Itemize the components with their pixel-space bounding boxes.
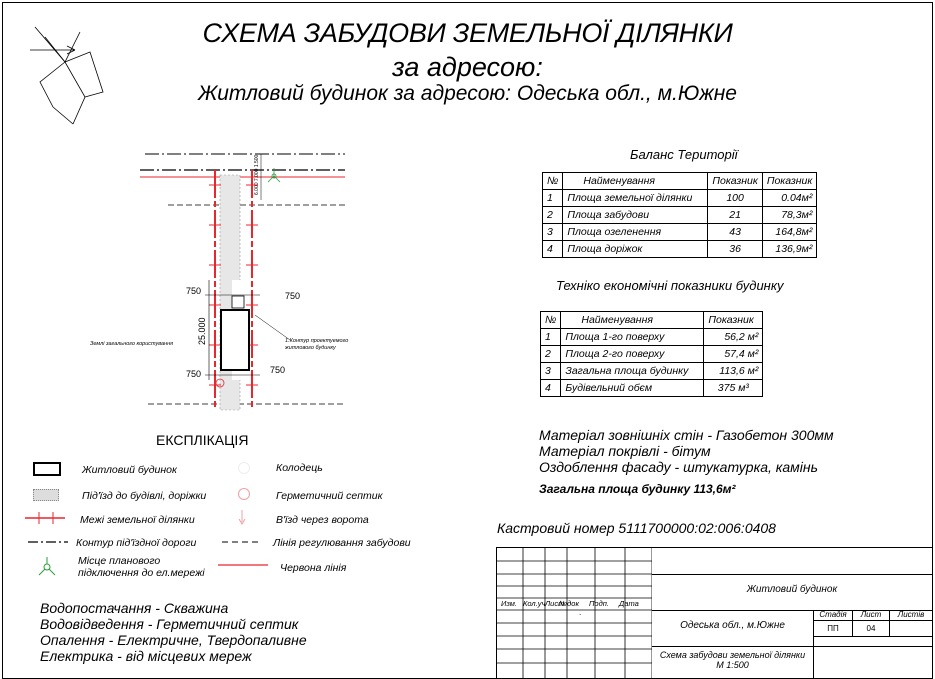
dim-750-top-left: 750 bbox=[186, 286, 202, 296]
table-cell: 4 bbox=[541, 380, 561, 397]
total-area: Загальна площа будинку 113,6м² bbox=[539, 482, 736, 496]
stamp-grid bbox=[497, 548, 652, 678]
utility-water: Водопостачання - Скважина bbox=[40, 600, 229, 616]
title-block bbox=[496, 547, 932, 678]
table-cell: 36 bbox=[708, 241, 762, 258]
utility-sewer: Водовідведення - Герметичний септик bbox=[40, 616, 299, 632]
table-cell: Площа 2-го поверху bbox=[561, 346, 704, 363]
stamp-col: Кол.уч bbox=[523, 599, 545, 608]
stamp-col: Дата bbox=[619, 599, 639, 608]
tep-table bbox=[540, 311, 763, 397]
utility-heating: Опалення - Електричне, Твердопаливне bbox=[40, 632, 307, 648]
title-line-1: СХЕМА ЗАБУДОВИ ЗЕМЕЛЬНОЇ ДІЛЯНКИ bbox=[202, 18, 733, 48]
site-plan bbox=[0, 140, 480, 440]
table-cell: Площа доріжок bbox=[563, 241, 708, 258]
street-dims: 6.000 7.000 1.500 bbox=[254, 154, 260, 195]
stamp-col: Подп. bbox=[589, 599, 609, 608]
table-row bbox=[541, 363, 763, 380]
dim-750-bottom-right: 750 bbox=[270, 365, 286, 375]
stamp-drawing-block bbox=[652, 650, 813, 670]
header-cell: Показник bbox=[762, 173, 816, 190]
table-cell: Площа 1-го поверху bbox=[561, 329, 704, 346]
table-cell: 113,6 м² bbox=[704, 363, 763, 380]
north-arrow-icon bbox=[25, 22, 105, 127]
stamp-columns bbox=[501, 599, 645, 608]
stamp-sheet-header: Лист bbox=[860, 610, 882, 619]
table-cell: 3 bbox=[541, 363, 561, 380]
header-cell: Найменування bbox=[563, 173, 708, 190]
table-row bbox=[543, 224, 817, 241]
note-common-land: Землі загального користування bbox=[90, 341, 174, 347]
title-line-3: Житловий будинок за адресою: Одеська обл., м.Южне bbox=[198, 82, 737, 105]
table-cell: 56,2 м² bbox=[704, 329, 763, 346]
stamp-stage-header: Стадія bbox=[819, 610, 847, 619]
table-row bbox=[543, 173, 817, 190]
table-row bbox=[541, 312, 763, 329]
house-swatch-icon bbox=[33, 462, 61, 476]
table-row bbox=[541, 329, 763, 346]
stamp-hline bbox=[652, 574, 932, 575]
stamp-object: Житловий будинок bbox=[746, 584, 838, 595]
road-contour-line-icon bbox=[28, 538, 68, 546]
table-cell: 57,4 м² bbox=[704, 346, 763, 363]
legend-gate: В'їзд через ворота bbox=[276, 514, 369, 526]
material-roof: Матеріал покрівлі - бітум bbox=[539, 443, 711, 459]
table-cell: 1 bbox=[543, 190, 563, 207]
stamp-drawing: Схема забудови земельної ділянки bbox=[659, 650, 806, 660]
utilities-block bbox=[40, 600, 307, 664]
dim-750-bottom-left: 750 bbox=[186, 369, 202, 379]
header-cell: № bbox=[543, 173, 563, 190]
stamp-dot: . bbox=[579, 608, 582, 617]
legend-build-line: Лінія регулювання забудови bbox=[273, 537, 411, 549]
build-line-icon bbox=[222, 538, 262, 546]
stamp-address: Одеська обл., м.Южне bbox=[680, 620, 785, 631]
table-cell: 3 bbox=[543, 224, 563, 241]
table-cell: 78,3м² bbox=[762, 207, 816, 224]
material-facade: Оздоблення фасаду - штукатурка, камінь bbox=[539, 459, 818, 475]
utility-electric: Електрика - від місцевих мереж bbox=[40, 648, 252, 664]
header-cell: Найменування bbox=[561, 312, 704, 329]
legend-driveway: Під'їзд до будівлі, доріжки bbox=[82, 490, 207, 502]
table-cell: 4 bbox=[543, 241, 563, 258]
table-cell: Площа земельної ділянки bbox=[563, 190, 708, 207]
legend-connection: Місце планового підключення до ел.мережі bbox=[78, 555, 205, 579]
stamp-stage: ПП bbox=[827, 624, 839, 633]
materials-block bbox=[539, 427, 834, 475]
dim-750-top-right: 750 bbox=[285, 291, 301, 301]
table-cell: 1 bbox=[541, 329, 561, 346]
table-cell: 164,8м² bbox=[762, 224, 816, 241]
table-row bbox=[541, 346, 763, 363]
table-cell: 2 bbox=[543, 207, 563, 224]
header-cell: № bbox=[541, 312, 561, 329]
tep-caption: Техніко економічні показники будинку bbox=[556, 278, 784, 293]
table-row bbox=[543, 241, 817, 258]
gate-icon bbox=[236, 510, 248, 526]
material-walls: Матеріал зовнішніх стін - Газобетон 300мм bbox=[539, 427, 834, 443]
table-cell: Площа забудови bbox=[563, 207, 708, 224]
legend-road-contour: Контур під'їздної дороги bbox=[76, 537, 197, 549]
stamp-sheet: 04 bbox=[866, 624, 876, 633]
header-cell: Показник bbox=[708, 173, 762, 190]
balance-table bbox=[542, 172, 817, 258]
header-cell: Показник bbox=[704, 312, 763, 329]
legend-red-line: Червона лінія bbox=[280, 562, 347, 574]
table-cell: Будівельний обєм bbox=[561, 380, 704, 397]
table-cell: 136,9м² bbox=[762, 241, 816, 258]
table-row bbox=[543, 190, 817, 207]
table-row bbox=[541, 380, 763, 397]
red-line-icon bbox=[218, 562, 268, 568]
title-line-2: за адресою: bbox=[392, 52, 543, 82]
stamp-sheets-header: Листів bbox=[897, 610, 925, 619]
table-cell: 2 bbox=[541, 346, 561, 363]
legend-well: Колодець bbox=[276, 462, 323, 474]
stamp-scale: М 1:500 bbox=[716, 660, 749, 670]
dim-25000: 25.000 bbox=[197, 317, 207, 345]
table-cell: 100 bbox=[708, 190, 762, 207]
table-cell: 43 bbox=[708, 224, 762, 241]
legend-house: Житловий будинок bbox=[82, 464, 177, 476]
stamp-col: Лист bbox=[545, 599, 565, 608]
table-cell: Загальна площа будинку bbox=[561, 363, 704, 380]
stamp-col: Изм. bbox=[501, 599, 517, 608]
legend-septic: Герметичний септик bbox=[276, 490, 383, 502]
legend-boundary: Межі земельної ділянки bbox=[80, 514, 195, 526]
table-cell: 21 bbox=[708, 207, 762, 224]
driveway-swatch-icon bbox=[33, 489, 59, 501]
boundary-line-icon bbox=[25, 510, 65, 526]
septic-icon bbox=[238, 488, 250, 500]
table-cell: Площа озеленення bbox=[563, 224, 708, 241]
balance-caption: Баланс Території bbox=[630, 147, 738, 162]
table-row bbox=[543, 207, 817, 224]
note-contour: 1.Контур проектуемого житлового будинку bbox=[285, 338, 349, 351]
table-cell: 0.04м² bbox=[762, 190, 816, 207]
stamp-hline bbox=[813, 636, 932, 637]
cadastral-number: Кастровий номер 5111700000:02:006:0408 bbox=[497, 520, 776, 536]
stamp-hline bbox=[652, 646, 932, 647]
stamp-hline bbox=[813, 620, 932, 621]
legend-title: ЕКСПЛІКАЦІЯ bbox=[156, 432, 249, 448]
table-cell: 375 м³ bbox=[704, 380, 763, 397]
stamp-col: №док bbox=[559, 599, 579, 608]
connection-icon bbox=[36, 556, 58, 578]
well-icon bbox=[238, 462, 250, 474]
